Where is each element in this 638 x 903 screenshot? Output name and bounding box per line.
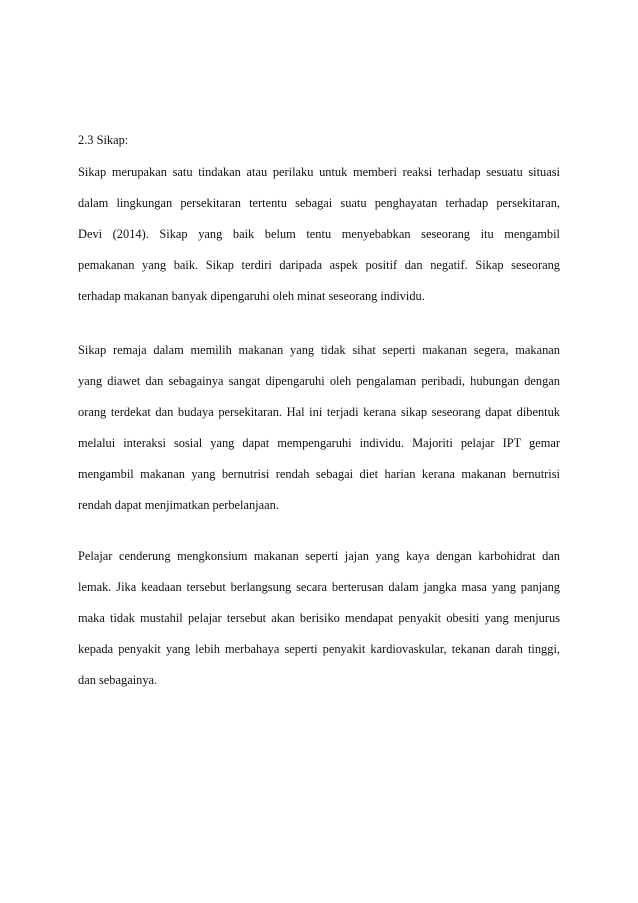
- paragraph-line: kepada penyakit yang lebih merbahaya seperti penyakit kardiovaskular, tekanan darah tinggi,: [78, 642, 560, 656]
- paragraph-3: [78, 548, 560, 688]
- paragraph-line: orang terdekat dan budaya persekitaran. Hal ini terjadi kerana sikap seseorang dapat dibentuk: [78, 405, 560, 419]
- paragraph-line: dan sebagainya.: [78, 673, 158, 687]
- paragraph-line: rendah dapat menjimatkan perbelanjaan.: [78, 498, 279, 512]
- section-heading: [78, 132, 560, 148]
- paragraph-1: [78, 164, 560, 304]
- paragraph-line: pemakanan yang baik. Sikap terdiri daripada aspek positif dan negatif. Sikap seseorang: [78, 258, 560, 272]
- paragraph-line: Sikap merupakan satu tindakan atau perilaku untuk memberi reaksi terhadap sesuatu situasi: [78, 165, 560, 179]
- paragraph-2: [78, 342, 560, 513]
- paragraph-line: Devi (2014). Sikap yang baik belum tentu menyebabkan seseorang itu mengambil: [78, 227, 560, 241]
- paragraph-line: mengambil makanan yang bernutrisi rendah sebagai diet harian kerana makanan bernutrisi: [78, 467, 560, 481]
- paragraph-line: terhadap makanan banyak dipengaruhi oleh minat seseorang individu.: [78, 289, 425, 303]
- paragraph-line: maka tidak mustahil pelajar tersebut akan berisiko mendapat penyakit obesiti yang menjurus: [78, 611, 560, 625]
- paragraph-line: melalui interaksi sosial yang dapat mempengaruhi individu. Majoriti pelajar IPT gemar: [78, 436, 560, 450]
- paragraph-line: Sikap remaja dalam memilih makanan yang tidak sihat seperti makanan segera, makanan: [78, 343, 560, 357]
- paragraph-line: dalam lingkungan persekitaran tertentu sebagai suatu penghayatan terhadap persekitaran,: [78, 196, 560, 210]
- section-heading-text: 2.3 Sikap:: [78, 133, 129, 147]
- paragraph-line: yang diawet dan sebagainya sangat dipengaruhi oleh pengalaman peribadi, hubungan dengan: [78, 374, 560, 388]
- paragraph-line: Pelajar cenderung mengkonsium makanan seperti jajan yang kaya dengan karbohidrat dan: [78, 549, 560, 563]
- paragraph-line: lemak. Jika keadaan tersebut berlangsung secara berterusan dalam jangka masa yang panjang: [78, 580, 560, 594]
